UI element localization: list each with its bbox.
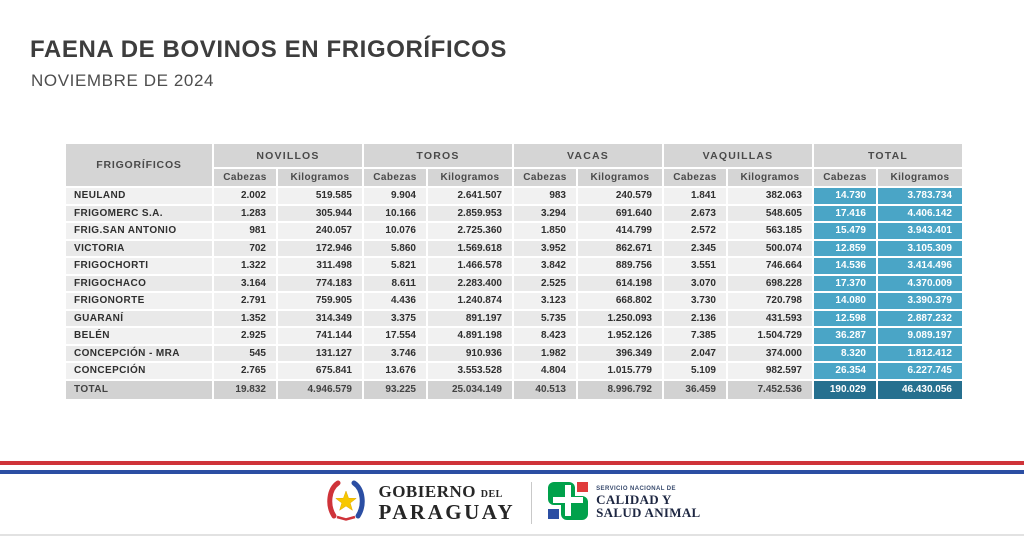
cell-toros-cabezas: 13.676 <box>364 363 426 379</box>
cell-vacas-cabezas: 1.982 <box>514 346 576 362</box>
row-name: TOTAL <box>66 381 212 399</box>
cell-novillos-kilogramos: 675.841 <box>278 363 362 379</box>
col-group-toros: TOROS <box>364 144 512 167</box>
table-body <box>66 188 962 399</box>
cell-total-cabezas: 8.320 <box>814 346 876 362</box>
subcol-vacas-kilogramos: Kilogramos <box>578 169 662 186</box>
cell-toros-kilogramos: 1.466.578 <box>428 258 512 274</box>
cell-total-cabezas: 14.730 <box>814 188 876 204</box>
cell-total-kilogramos: 3.783.734 <box>878 188 962 204</box>
cell-vaquillas-kilogramos: 548.605 <box>728 206 812 222</box>
cell-toros-cabezas: 9.904 <box>364 188 426 204</box>
flag-stripe-blue <box>0 470 1024 474</box>
subcol-vacas-cabezas: Cabezas <box>514 169 576 186</box>
cell-vaquillas-cabezas: 3.730 <box>664 293 726 309</box>
cell-total-kilogramos: 2.887.232 <box>878 311 962 327</box>
cell-toros-cabezas: 17.554 <box>364 328 426 344</box>
row-name: FRIGOCHORTI <box>66 258 212 274</box>
cell-toros-kilogramos: 4.891.198 <box>428 328 512 344</box>
cell-toros-kilogramos: 891.197 <box>428 311 512 327</box>
cell-novillos-kilogramos: 774.183 <box>278 276 362 292</box>
cell-total-cabezas: 12.598 <box>814 311 876 327</box>
table-row <box>66 258 962 274</box>
report-header <box>0 0 1024 91</box>
cell-vaquillas-cabezas: 3.551 <box>664 258 726 274</box>
cell-vaquillas-kilogramos: 374.000 <box>728 346 812 362</box>
cell-vaquillas-cabezas: 7.385 <box>664 328 726 344</box>
cell-vacas-cabezas: 3.952 <box>514 241 576 257</box>
table-row <box>66 293 962 309</box>
subcol-toros-kilogramos: Kilogramos <box>428 169 512 186</box>
logo-divider <box>531 482 532 524</box>
cell-vaquillas-kilogramos: 698.228 <box>728 276 812 292</box>
cell-vacas-kilogramos: 1.015.779 <box>578 363 662 379</box>
cell-vacas-cabezas: 983 <box>514 188 576 204</box>
subcol-total-kilogramos: Kilogramos <box>878 169 962 186</box>
cell-total-kilogramos: 3.414.496 <box>878 258 962 274</box>
cell-novillos-kilogramos: 314.349 <box>278 311 362 327</box>
cell-vacas-kilogramos: 668.802 <box>578 293 662 309</box>
cell-novillos-kilogramos: 759.905 <box>278 293 362 309</box>
cell-vaquillas-cabezas: 2.047 <box>664 346 726 362</box>
cell-vaquillas-cabezas: 2.673 <box>664 206 726 222</box>
cell-toros-kilogramos: 2.725.360 <box>428 223 512 239</box>
cell-vaquillas-kilogramos: 746.664 <box>728 258 812 274</box>
cell-toros-cabezas: 5.860 <box>364 241 426 257</box>
cell-vaquillas-cabezas: 2.345 <box>664 241 726 257</box>
cell-total-cabezas: 36.287 <box>814 328 876 344</box>
gobierno-paraguay-logo <box>323 478 515 529</box>
cell-novillos-kilogramos: 519.585 <box>278 188 362 204</box>
cell-novillos-cabezas: 19.832 <box>214 381 276 399</box>
cell-novillos-cabezas: 3.164 <box>214 276 276 292</box>
cell-total-kilogramos: 3.943.401 <box>878 223 962 239</box>
cell-total-kilogramos: 6.227.745 <box>878 363 962 379</box>
cell-novillos-kilogramos: 305.944 <box>278 206 362 222</box>
cell-vaquillas-cabezas: 5.109 <box>664 363 726 379</box>
row-name: FRIGOMERC S.A. <box>66 206 212 222</box>
paraguay-emblem-icon <box>323 478 369 529</box>
cell-vacas-kilogramos: 396.349 <box>578 346 662 362</box>
cell-vacas-kilogramos: 1.952.126 <box>578 328 662 344</box>
cell-total-cabezas: 17.370 <box>814 276 876 292</box>
subcol-novillos-kilogramos: Kilogramos <box>278 169 362 186</box>
cell-novillos-kilogramos: 741.144 <box>278 328 362 344</box>
cell-novillos-kilogramos: 240.057 <box>278 223 362 239</box>
table-total-row <box>66 381 962 399</box>
cell-total-cabezas: 17.416 <box>814 206 876 222</box>
cell-toros-cabezas: 93.225 <box>364 381 426 399</box>
cell-total-cabezas: 26.354 <box>814 363 876 379</box>
cell-toros-cabezas: 5.821 <box>364 258 426 274</box>
cell-total-kilogramos: 9.089.197 <box>878 328 962 344</box>
cell-novillos-kilogramos: 311.498 <box>278 258 362 274</box>
cell-vaquillas-kilogramos: 1.504.729 <box>728 328 812 344</box>
cell-novillos-cabezas: 545 <box>214 346 276 362</box>
faena-table-container <box>64 142 964 401</box>
cell-toros-cabezas: 4.436 <box>364 293 426 309</box>
cell-vacas-cabezas: 3.294 <box>514 206 576 222</box>
cell-vaquillas-kilogramos: 7.452.536 <box>728 381 812 399</box>
table-row <box>66 311 962 327</box>
cell-vacas-cabezas: 2.525 <box>514 276 576 292</box>
cell-vacas-kilogramos: 1.250.093 <box>578 311 662 327</box>
cell-vacas-kilogramos: 414.799 <box>578 223 662 239</box>
cell-vaquillas-kilogramos: 720.798 <box>728 293 812 309</box>
cell-vaquillas-cabezas: 2.572 <box>664 223 726 239</box>
page-subtitle: NOVIEMBRE DE 2024 <box>31 71 215 90</box>
cell-vacas-cabezas: 8.423 <box>514 328 576 344</box>
cell-total-cabezas: 12.859 <box>814 241 876 257</box>
cell-vacas-kilogramos: 691.640 <box>578 206 662 222</box>
col-group-vacas: VACAS <box>514 144 662 167</box>
cell-novillos-kilogramos: 131.127 <box>278 346 362 362</box>
table-row <box>66 206 962 222</box>
cell-vacas-kilogramos: 862.671 <box>578 241 662 257</box>
row-name: GUARANÍ <box>66 311 212 327</box>
row-name: FRIG.SAN ANTONIO <box>66 223 212 239</box>
row-name: CONCEPCIÓN <box>66 363 212 379</box>
cell-novillos-cabezas: 981 <box>214 223 276 239</box>
cell-novillos-kilogramos: 172.946 <box>278 241 362 257</box>
cell-vacas-kilogramos: 889.756 <box>578 258 662 274</box>
col-group-novillos: NOVILLOS <box>214 144 362 167</box>
cell-toros-kilogramos: 1.569.618 <box>428 241 512 257</box>
cell-toros-kilogramos: 3.553.528 <box>428 363 512 379</box>
cell-vaquillas-kilogramos: 382.063 <box>728 188 812 204</box>
senacsa-emblem-icon <box>548 482 588 525</box>
cell-novillos-cabezas: 1.322 <box>214 258 276 274</box>
cell-toros-kilogramos: 1.240.874 <box>428 293 512 309</box>
row-name: BELÉN <box>66 328 212 344</box>
cell-toros-kilogramos: 910.936 <box>428 346 512 362</box>
table-row <box>66 346 962 362</box>
cell-toros-cabezas: 10.166 <box>364 206 426 222</box>
cell-novillos-cabezas: 702 <box>214 241 276 257</box>
row-name: NEULAND <box>66 188 212 204</box>
row-name: FRIGONORTE <box>66 293 212 309</box>
cell-novillos-cabezas: 2.765 <box>214 363 276 379</box>
senacsa-line3: SALUD ANIMAL <box>596 505 701 521</box>
cell-novillos-cabezas: 1.352 <box>214 311 276 327</box>
footer-logos <box>0 477 1024 529</box>
cell-vacas-cabezas: 3.842 <box>514 258 576 274</box>
cell-total-cabezas: 14.536 <box>814 258 876 274</box>
cell-vaquillas-kilogramos: 563.185 <box>728 223 812 239</box>
col-group-vaquillas: VAQUILLAS <box>664 144 812 167</box>
row-name: CONCEPCIÓN - MRA <box>66 346 212 362</box>
subcol-vaquillas-cabezas: Cabezas <box>664 169 726 186</box>
faena-table <box>64 142 964 401</box>
cell-vaquillas-cabezas: 2.136 <box>664 311 726 327</box>
flag-stripe-red <box>0 461 1024 465</box>
cell-total-kilogramos: 46.430.056 <box>878 381 962 399</box>
table-row <box>66 363 962 379</box>
col-header-frigorificos: FRIGORÍFICOS <box>66 144 212 186</box>
cell-vacas-kilogramos: 614.198 <box>578 276 662 292</box>
cell-novillos-kilogramos: 4.946.579 <box>278 381 362 399</box>
cell-total-cabezas: 14.080 <box>814 293 876 309</box>
cell-vaquillas-cabezas: 3.070 <box>664 276 726 292</box>
subcol-novillos-cabezas: Cabezas <box>214 169 276 186</box>
senacsa-logo <box>548 482 700 525</box>
senacsa-line2: CALIDAD Y <box>596 491 672 507</box>
cell-vaquillas-cabezas: 1.841 <box>664 188 726 204</box>
row-name: VICTORIA <box>66 241 212 257</box>
cell-total-kilogramos: 4.406.142 <box>878 206 962 222</box>
cell-novillos-cabezas: 2.002 <box>214 188 276 204</box>
cell-vacas-kilogramos: 240.579 <box>578 188 662 204</box>
cell-novillos-cabezas: 1.283 <box>214 206 276 222</box>
senacsa-line1: SERVICIO NACIONAL DE <box>596 486 676 493</box>
table-row <box>66 276 962 292</box>
table-row <box>66 188 962 204</box>
cell-vacas-cabezas: 1.850 <box>514 223 576 239</box>
cell-toros-kilogramos: 2.859.953 <box>428 206 512 222</box>
gobierno-wordmark-line2: PARAGUAY <box>378 500 516 524</box>
cell-total-kilogramos: 4.370.009 <box>878 276 962 292</box>
cell-vaquillas-cabezas: 36.459 <box>664 381 726 399</box>
cell-total-kilogramos: 3.390.379 <box>878 293 962 309</box>
cell-vaquillas-kilogramos: 431.593 <box>728 311 812 327</box>
cell-toros-cabezas: 3.375 <box>364 311 426 327</box>
cell-toros-kilogramos: 2.283.400 <box>428 276 512 292</box>
cell-total-cabezas: 15.479 <box>814 223 876 239</box>
cell-vaquillas-kilogramos: 500.074 <box>728 241 812 257</box>
cell-toros-kilogramos: 2.641.507 <box>428 188 512 204</box>
cell-novillos-cabezas: 2.791 <box>214 293 276 309</box>
cell-vacas-cabezas: 4.804 <box>514 363 576 379</box>
cell-toros-cabezas: 3.746 <box>364 346 426 362</box>
table-head <box>66 144 962 186</box>
table-row <box>66 328 962 344</box>
cell-vacas-cabezas: 40.513 <box>514 381 576 399</box>
subcol-vaquillas-kilogramos: Kilogramos <box>728 169 812 186</box>
cell-total-cabezas: 190.029 <box>814 381 876 399</box>
table-row <box>66 223 962 239</box>
cell-toros-kilogramos: 25.034.149 <box>428 381 512 399</box>
cell-vacas-cabezas: 5.735 <box>514 311 576 327</box>
cell-toros-cabezas: 10.076 <box>364 223 426 239</box>
cell-toros-cabezas: 8.611 <box>364 276 426 292</box>
subcol-toros-cabezas: Cabezas <box>364 169 426 186</box>
subcol-total-cabezas: Cabezas <box>814 169 876 186</box>
col-group-total: TOTAL <box>814 144 962 167</box>
cell-novillos-cabezas: 2.925 <box>214 328 276 344</box>
table-row <box>66 241 962 257</box>
cell-vaquillas-kilogramos: 982.597 <box>728 363 812 379</box>
cell-vacas-cabezas: 3.123 <box>514 293 576 309</box>
cell-vacas-kilogramos: 8.996.792 <box>578 381 662 399</box>
cell-total-kilogramos: 1.812.412 <box>878 346 962 362</box>
row-name: FRIGOCHACO <box>66 276 212 292</box>
cell-total-kilogramos: 3.105.309 <box>878 241 962 257</box>
gobierno-wordmark-line1: GOBIERNO DEL <box>378 482 503 501</box>
page-title: FAENA DE BOVINOS EN FRIGORÍFICOS <box>30 36 508 63</box>
